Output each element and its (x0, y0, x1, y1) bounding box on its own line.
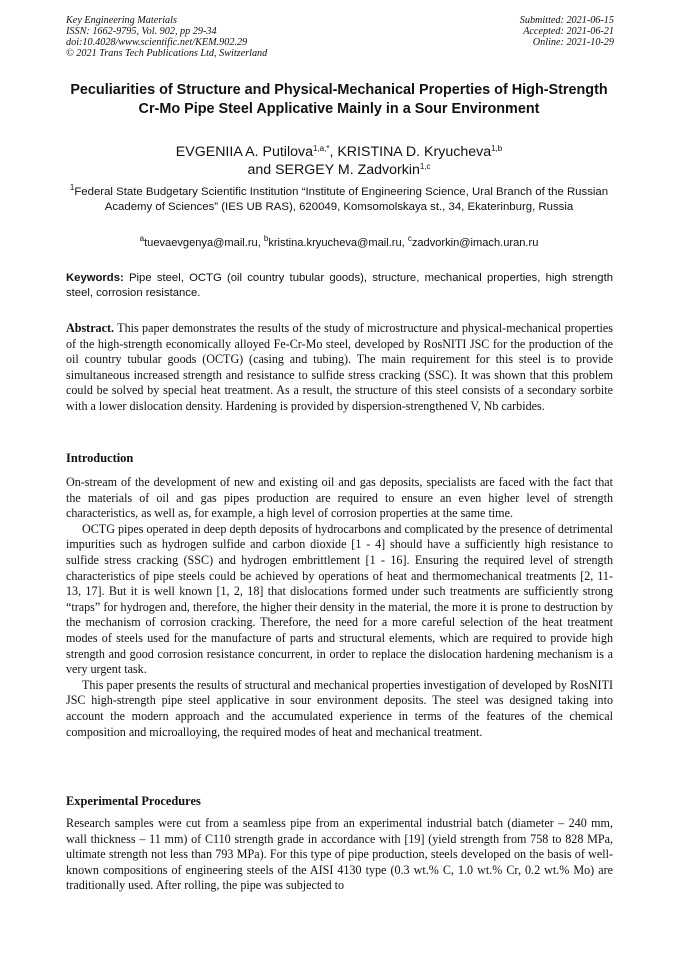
author-name: EVGENIIA A. Putilova (175, 144, 313, 160)
email-link[interactable]: zadvorkin@imach.uran.ru (411, 237, 539, 249)
journal-header-left (66, 15, 267, 59)
author-affil-mark: 1,c (419, 162, 431, 171)
keywords-text: Pipe steel, OCTG (oil country tubular goods), structure, mechanical properties, high strength steel, corrosion resistance. (66, 272, 613, 299)
email-mark: a (139, 234, 145, 243)
affiliation (62, 185, 616, 215)
keywords (66, 271, 613, 300)
paper-title: Peculiarities of Structure and Physical-Mechanical Properties of High-Strength Cr-Mo Pipe Steel Applicative Mainly in a Sour Environment (70, 82, 608, 117)
email-mark: b (263, 234, 269, 243)
email-mark: c (407, 234, 412, 243)
accepted-date: Accepted: 2021-06-21 (523, 26, 614, 37)
submitted-date: Submitted: 2021-06-15 (519, 15, 614, 26)
paragraph: This paper presents the results of structural and mechanical properties investigation of developed by RosNITI JSC high-strength pipe steel applicative in sour environment deposits. The steel was designed taking into account the modern approach and the accumulated experience in terms of the features of the chemical composition and microalloying, the required modes of heat and mechanical treatment. (66, 677, 613, 739)
section-heading-experimental: Experimental Procedures (66, 794, 201, 808)
journal-name: Key Engineering Materials (66, 15, 177, 26)
author-separator: and (247, 162, 276, 178)
author-affil-mark: 1,a,* (312, 144, 330, 153)
abstract (66, 321, 613, 415)
keywords-label: Keywords: (66, 272, 124, 284)
abstract-text: This paper demonstrates the results of the study of microstructure and physical-mechanical properties of the high-strength economically alloyed Fe-Cr-Mo steel, developed by RosNITI JSC for the production of the oil country tubular goods (OCTG) (casing and tubing). The main requirement for this steel is to provide simultaneous increased strength and resistance to sulfide stress cracking (SSC). It was shown that this problem could be solved by special heat treatment. As a result, the structure of this steel consists of a secondary sorbite with a lower dislocation density. Hardening is provided by dispersion-strengthened V, Nb carbides. (66, 321, 613, 413)
online-date: Online: 2021-10-29 (532, 37, 614, 48)
paragraph: OCTG pipes operated in deep depth deposits of hydrocarbons and complicated by the presence of detrimental impurities such as hydrogen sulfide and carbon dioxide [1 - 4] should have a sufficiently high resistance to sulfide stress cracking (SSC) and hydrogen embrittlement [1 - 16]. Ensuring the required level of strength characteristics of pipe steels could be achieved by operations of heat and thermomechanical treatments [2, 11-13, 17]. But it is well known [1, 2, 18] that dislocations formed under such treatments are sufficiently strong “traps” for hydrogen and, therefore, the higher their density in the material, the more it is prone to destruction by the mechanism of corrosion cracking. Therefore, the need for a more careful selection of the heat treatment modes of steels used for the manufacture of parts and structural elements, which are required to provide high strength and good corrosion resistance concurrent, in order to replace the dislocation hardening mechanism is a very urgent task. (66, 521, 613, 677)
affiliation-text: Federal State Budgetary Scientific Institution “Institute of Engineering Science, Ural Branch of the Russian Academy of Sciences” (IES UB RAS), 620049, Komsomolskaya st., 34, Ekaterinburg, Russia (74, 186, 609, 213)
author-emails (62, 236, 616, 250)
author-name: KRISTINA D. Kryucheva (337, 144, 492, 160)
author-affil-mark: 1,b (491, 144, 503, 153)
author-name: SERGEY M. Zadvorkin (275, 162, 420, 178)
abstract-label: Abstract. (66, 321, 115, 335)
email-link[interactable]: tuevaevgenya@mail.ru, (144, 237, 264, 249)
introduction-section (66, 475, 613, 740)
copyright-line: © 2021 Trans Tech Publications Ltd, Switzerland (66, 48, 268, 59)
experimental-section (66, 816, 613, 894)
paragraph: Research samples were cut from a seamless pipe from an experimental industrial batch (diameter – 240 mm, wall thickness – 11 mm) of C110 strength grade in accordance with [19] (yield strength from 758 to 828 MPa, ultimate strength not less than 793 MPa). For this type of pipe production, steels developed on the basis of well-known compositions of engineering steels of the AISI 4130 type (0.3 wt.% C, 1.0 wt.% Cr, 0.2 wt.% Mo) are traditionally used. After rolling, the pipe was subjected to (66, 816, 613, 893)
affiliation-mark: 1 (69, 183, 75, 192)
doi-line: doi:10.4028/www.scientific.net/KEM.902.29 (66, 37, 248, 48)
email-link[interactable]: kristina.kryucheva@mail.ru, (268, 237, 408, 249)
author-separator: , (329, 144, 338, 160)
author-list (60, 143, 618, 179)
issn-line: ISSN: 1662-9795, Vol. 902, pp 29-34 (66, 26, 217, 37)
paragraph: On-stream of the development of new and existing oil and gas deposits, specialists are faced with the fact that the materials of oil and gas pipes production are required to ensure an even higher level of strength characteristics, as well as, for example, a high level of corrosion properties at the same time. (66, 475, 613, 521)
journal-header-right (520, 15, 614, 48)
section-heading-introduction: Introduction (66, 451, 134, 465)
